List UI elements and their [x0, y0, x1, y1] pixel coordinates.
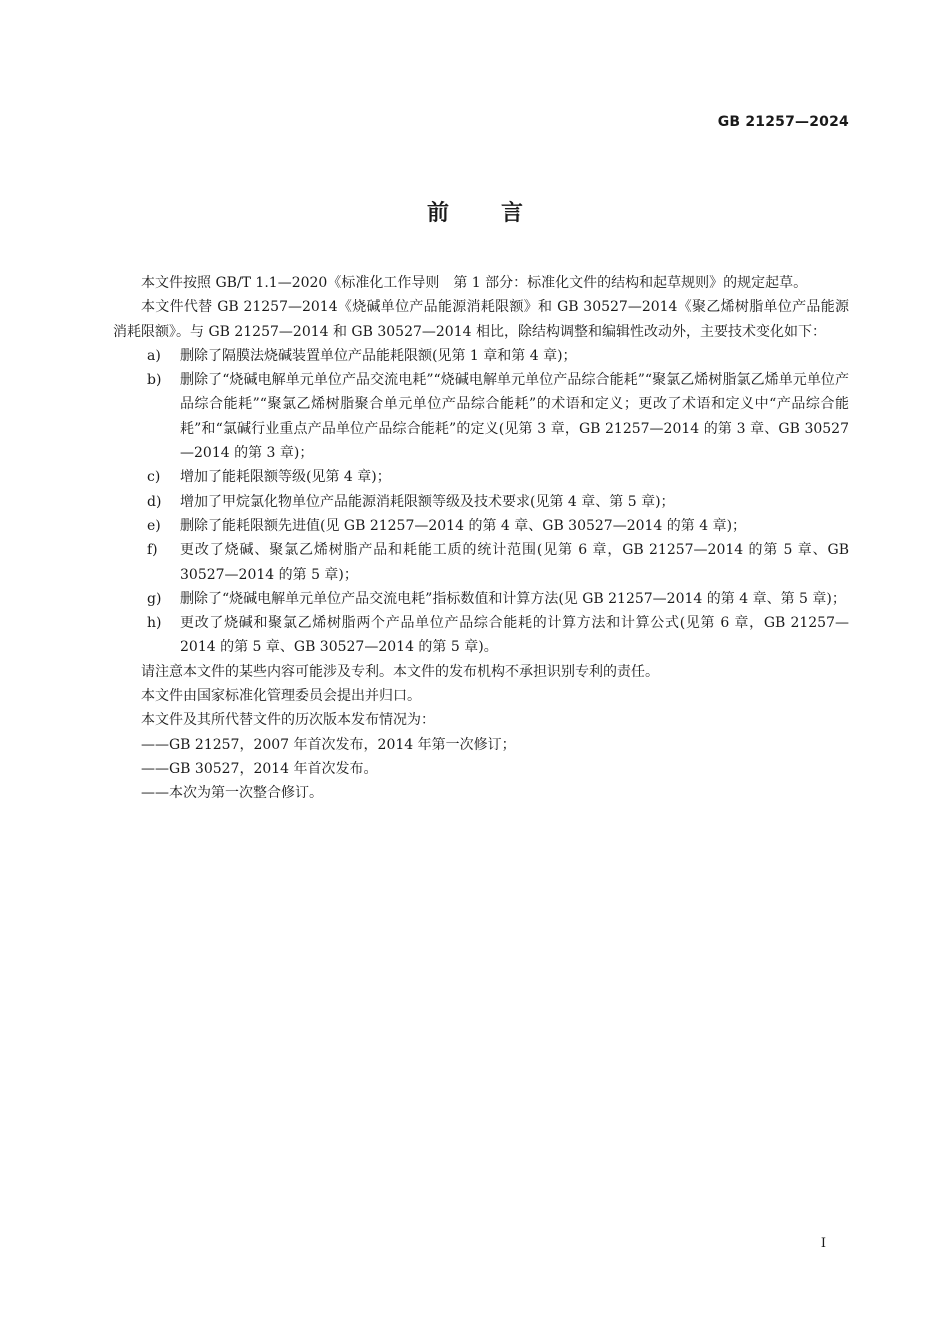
- list-item-text: 增加了能耗限额等级(见第 4 章)；: [180, 469, 391, 486]
- list-marker: d): [147, 493, 162, 510]
- paragraph-replacement: 本文件代替 GB 21257—2014《烧碱单位产品能源消耗限额》和 GB 30527—2014《聚乙烯树脂单位产品能源消耗限额》。与 GB 21257—2014 和 GB 30527—2014 相比，除结构调整和编辑性改动外，主要技术变化如下：: [113, 299, 849, 340]
- page-number: I: [820, 1236, 826, 1251]
- list-marker: e): [147, 517, 161, 534]
- list-item: [113, 344, 849, 368]
- list-marker: c): [147, 469, 161, 486]
- title-char-2: 言: [501, 201, 524, 226]
- history-item: ——GB 21257，2007 年首次发布，2014 年第一次修订；: [141, 736, 516, 753]
- history-item: ——本次为第一次整合修订。: [141, 785, 323, 802]
- page-title: [0, 196, 950, 227]
- proposed-by: 本文件由国家标准化管理委员会提出并归口。: [141, 688, 421, 705]
- list-item: [113, 368, 849, 465]
- changes-list: [113, 344, 849, 660]
- list-item: [113, 538, 849, 587]
- list-item-text: 更改了烧碱和聚氯乙烯树脂两个产品单位产品综合能耗的计算方法和计算公式(见第 6 章，GB 21257—2014 的第 5 章、GB 30527—2014 的第 5 章)。: [180, 615, 849, 656]
- list-item-text: 更改了烧碱、聚氯乙烯树脂产品和耗能工质的统计范围(见第 6 章，GB 21257—2014 的第 5 章、GB 30527—2014 的第 5 章)；: [180, 542, 849, 583]
- list-item: [113, 514, 849, 538]
- list-marker: h): [147, 615, 162, 632]
- list-item: [113, 587, 849, 611]
- list-marker: f): [147, 542, 158, 559]
- list-item: [113, 611, 849, 660]
- patent-notice: 请注意本文件的某些内容可能涉及专利。本文件的发布机构不承担识别专利的责任。: [141, 663, 659, 680]
- document-code: GB 21257—2024: [717, 114, 849, 130]
- history-intro: 本文件及其所代替文件的历次版本发布情况为：: [141, 712, 435, 729]
- list-item-text: 删除了“烧碱电解单元单位产品交流电耗”“烧碱电解单元单位产品综合能耗”“聚氯乙烯树脂氯乙烯单元单位产品综合能耗”“聚氯乙烯树脂聚合单元单位产品综合能耗”的术语和定义；更改了术语和定义中“产品综合能耗”和“氯碱行业重点产品单位产品综合能耗”的定义(见第 3 章，GB 21257—2014 的第 3 章、GB 30527—2014 的第 3 章)；: [180, 372, 849, 462]
- history-item: ——GB 30527，2014 年首次发布。: [141, 760, 378, 777]
- paragraph-drafting-rules: 本文件按照 GB/T 1.1—2020《标准化工作导则 第 1 部分：标准化文件的结构和起草规则》的规定起草。: [141, 275, 808, 291]
- list-item: [113, 465, 849, 489]
- list-item-text: 删除了隔膜法烧碱装置单位产品能耗限额(见第 1 章和第 4 章)；: [180, 347, 577, 364]
- list-marker: a): [147, 347, 161, 364]
- list-marker: b): [147, 372, 162, 389]
- list-item: [113, 490, 849, 514]
- list-item-text: 删除了“烧碱电解单元单位产品交流电耗”指标数值和计算方法(见 GB 21257—2014 的第 4 章、第 5 章)；: [180, 590, 846, 607]
- list-item-text: 删除了能耗限额先进值(见 GB 21257—2014 的第 4 章、GB 30527—2014 的第 4 章)；: [180, 517, 747, 534]
- list-item-text: 增加了甲烷氯化物单位产品能源消耗限额等级及技术要求(见第 4 章、第 5 章)；: [180, 493, 675, 510]
- list-marker: g): [147, 590, 162, 607]
- title-char-1: 前: [426, 201, 449, 226]
- foreword-body: [113, 271, 849, 806]
